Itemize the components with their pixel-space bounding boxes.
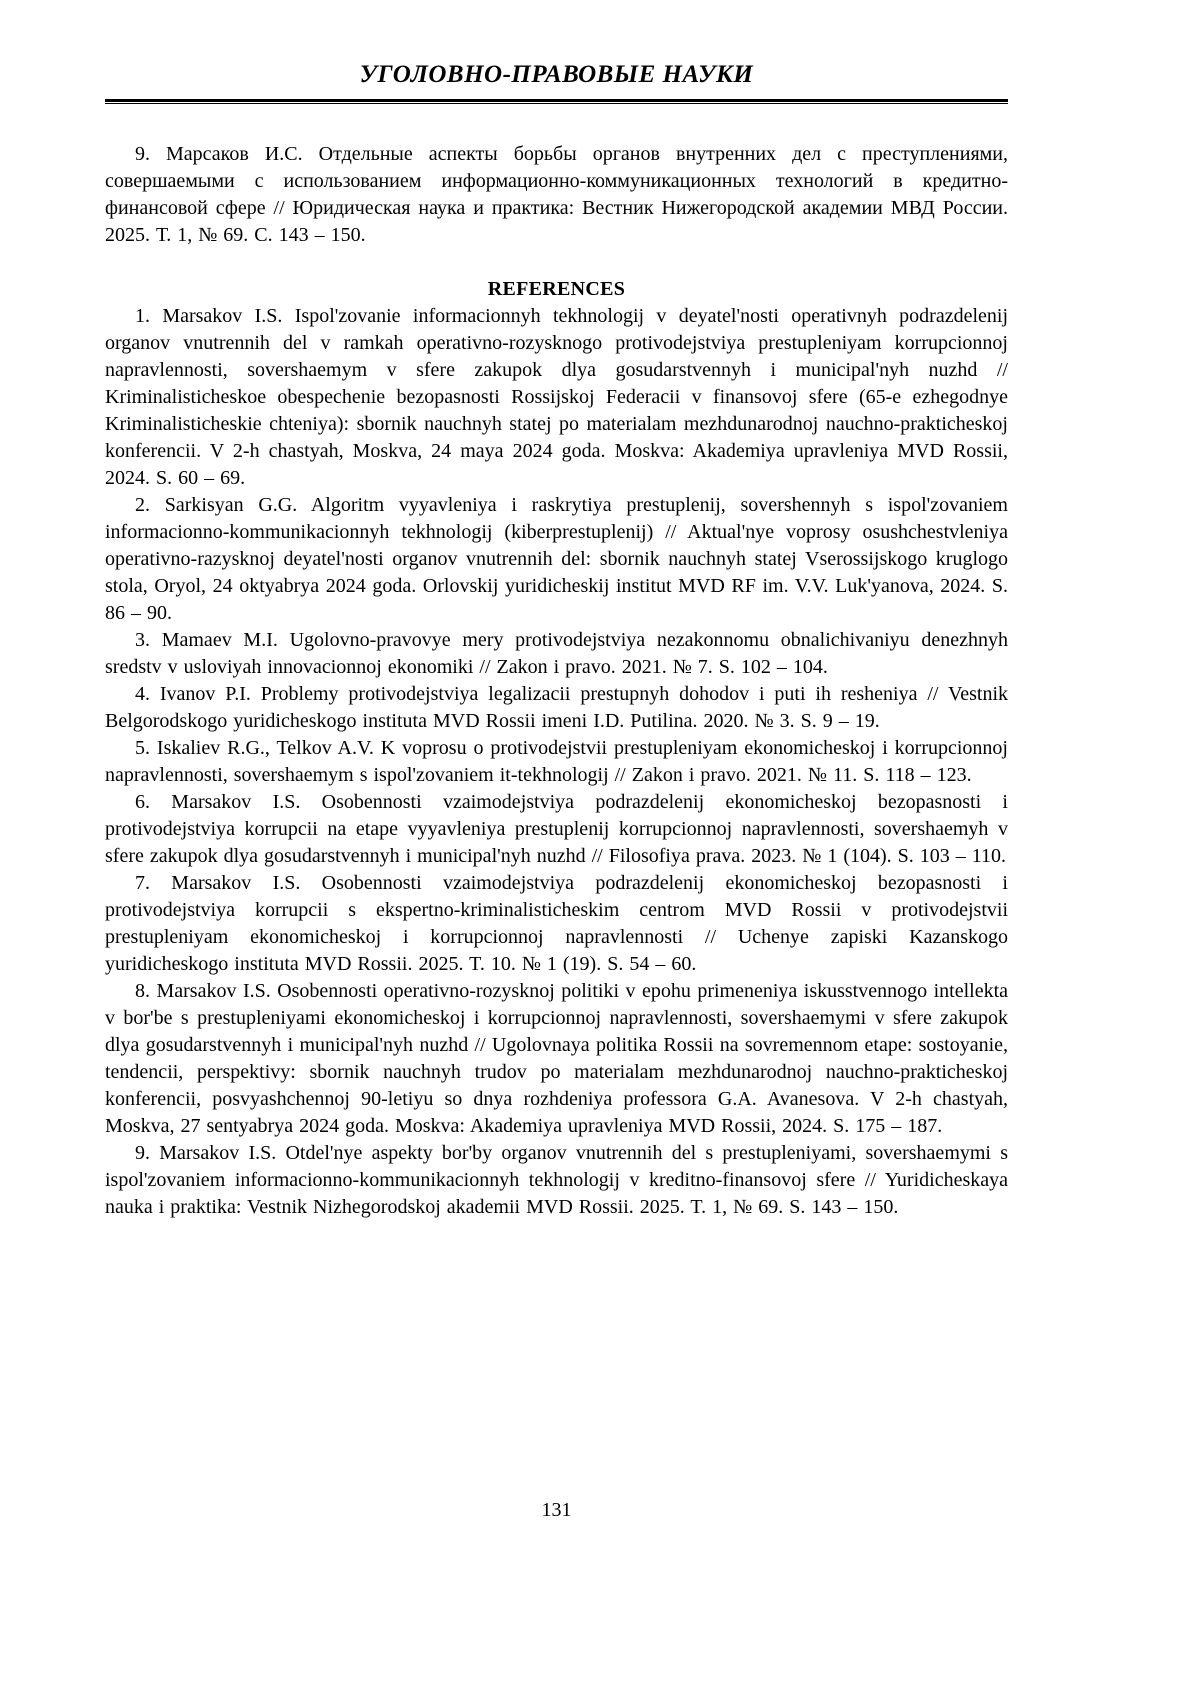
reference-item-1: 1. Marsakov I.S. Ispol'zovanie informacionnyh tekhnologij v deyatel'nosti operativnyh podrazdelenij organov vnutrennih del v ramkah operativno-rozysknogo protivodejstviya prestupleniyam korrupcionnoj napravlennosti, sovershaemym v sfere zakupok dlya gosudarstvennyh i municipal'nyh nuzhd // Kriminalisticheskoe obespechenie bezopasnosti Rossijskoj Federacii v finansovoj sfere (65-e ezhegodnye Kriminalisticheskie chteniya): sbornik nauchnyh statej po materialam mezhdunarodnoj nauchno-prakticheskoj konferencii. V 2-h chastyah, Moskva, 24 maya 2024 goda. Moskva: Akademiya upravleniya MVD Rossii, 2024. S. 60 – 69. xyxy=(105,305,1008,489)
reference-item-6: 6. Marsakov I.S. Osobennosti vzaimodejstviya podrazdelenij ekonomicheskoj bezopasnosti i protivodejstviya korrupcii na etape vyyavleniya prestuplenij korrupcionnoj napravlennosti, sovershaemyh v sfere zakupok dlya gosudarstvennyh i municipal'nyh nuzhd // Filosofiya prava. 2023. № 1 (104). S. 103 – 110. xyxy=(105,791,1008,867)
reference-item-8: 8. Marsakov I.S. Osobennosti operativno-rozysknoj politiki v epohu primeneniya iskusstvennogo intellekta v bor'be s prestupleniyami ekonomicheskoj i korrupcionnoj napravlennosti, sovershaemymi v sfere zakupok dlya gosudarstvennyh i municipal'nyh nuzhd // Ugolovnaya politika Rossii na sovremennom etape: sostoyanie, tendencii, perspektivy: sbornik nauchnyh trudov po materialam mezhdunarodnoj nauchno-prakticheskoj konferencii, posvyashchennoj 90-letiyu so dnya rozhdeniya professora G.A. Avanesova. V 2-h chastyah, Moskva, 27 sentyabrya 2024 goda. Moskva: Akademiya upravleniya MVD Rossii, 2024. S. 175 – 187. xyxy=(105,980,1008,1137)
reference-item-9: 9. Marsakov I.S. Otdel'nye aspekty bor'by organov vnutrennih del s prestupleniyami, sovershaemymi s ispol'zovaniem informacionno-kommunikacionnyh tekhnologij v kreditno-finansovoj sfere // Yuridicheskaya nauka i praktika: Vestnik Nizhegorodskoj akademii MVD Rossii. 2025. T. 1, № 69. S. 143 – 150. xyxy=(105,1142,1008,1218)
russian-reference-item-9: 9. Марсаков И.С. Отдельные аспекты борьбы органов внутренних дел с преступлениями, совершаемыми с использованием информационно-коммуникационных технологий в кредитно-финансовой сфере // Юридическая наука и практика: Вестник Нижегородской академии МВД России. 2025. Т. 1, № 69. С. 143 – 150. xyxy=(105,143,1008,246)
page-content xyxy=(105,60,1008,1221)
reference-item-4: 4. Ivanov P.I. Problemy protivodejstviya legalizacii prestupnyh dohodov i puti ih resheniya // Vestnik Belgorodskogo yuridicheskogo instituta MVD Rossii imeni I.D. Putilina. 2020. № 3. S. 9 – 19. xyxy=(105,683,1008,732)
reference-item-2: 2. Sarkisyan G.G. Algoritm vyyavleniya i raskrytiya prestuplenij, sovershennyh s ispol'zovaniem informacionno-kommunikacionnyh tekhnologij (kiberprestuplenij) // Aktual'nye voprosy osushchestvleniya operativno-razysknoj deyatel'nosti organov vnutrennih del: sbornik nauchnyh statej Vserossijskogo kruglogo stola, Oryol, 24 oktyabrya 2024 goda. Orlovskij yuridicheskij institut MVD RF im. V.V. Luk'yanova, 2024. S. 86 – 90. xyxy=(105,494,1008,624)
reference-item-3: 3. Mamaev M.I. Ugolovno-pravovye mery protivodejstviya nezakonnomu obnalichivaniyu denezhnyh sredstv v usloviyah innovacionnoj ekonomiki // Zakon i pravo. 2021. № 7. S. 102 – 104. xyxy=(105,629,1008,678)
page-header xyxy=(105,60,1008,104)
page-number: 131 xyxy=(541,1499,572,1521)
references-section xyxy=(105,141,1008,1221)
header-double-rule xyxy=(105,99,1008,104)
reference-item-7: 7. Marsakov I.S. Osobennosti vzaimodejstviya podrazdelenij ekonomicheskoj bezopasnosti i protivodejstviya korrupcii s ekspertno-kriminalisticheskim centrom MVD Rossii v protivodejstvii prestupleniyam ekonomicheskoj i korrupcionnoj napravlennosti // Uchenye zapiski Kazanskogo yuridicheskogo instituta MVD Rossii. 2025. T. 10. № 1 (19). S. 54 – 60. xyxy=(105,872,1008,975)
running-head: УГОЛОВНО-ПРАВОВЫЕ НАУКИ xyxy=(359,61,754,88)
references-heading: REFERENCES xyxy=(487,278,626,300)
reference-item-5: 5. Iskaliev R.G., Telkov A.V. K voprosu o protivodejstvii prestupleniyam ekonomicheskoj i korrupcionnoj napravlennosti, sovershaemym s ispol'zovaniem it-tekhnologij // Zakon i pravo. 2021. № 11. S. 118 – 123. xyxy=(105,737,1008,786)
